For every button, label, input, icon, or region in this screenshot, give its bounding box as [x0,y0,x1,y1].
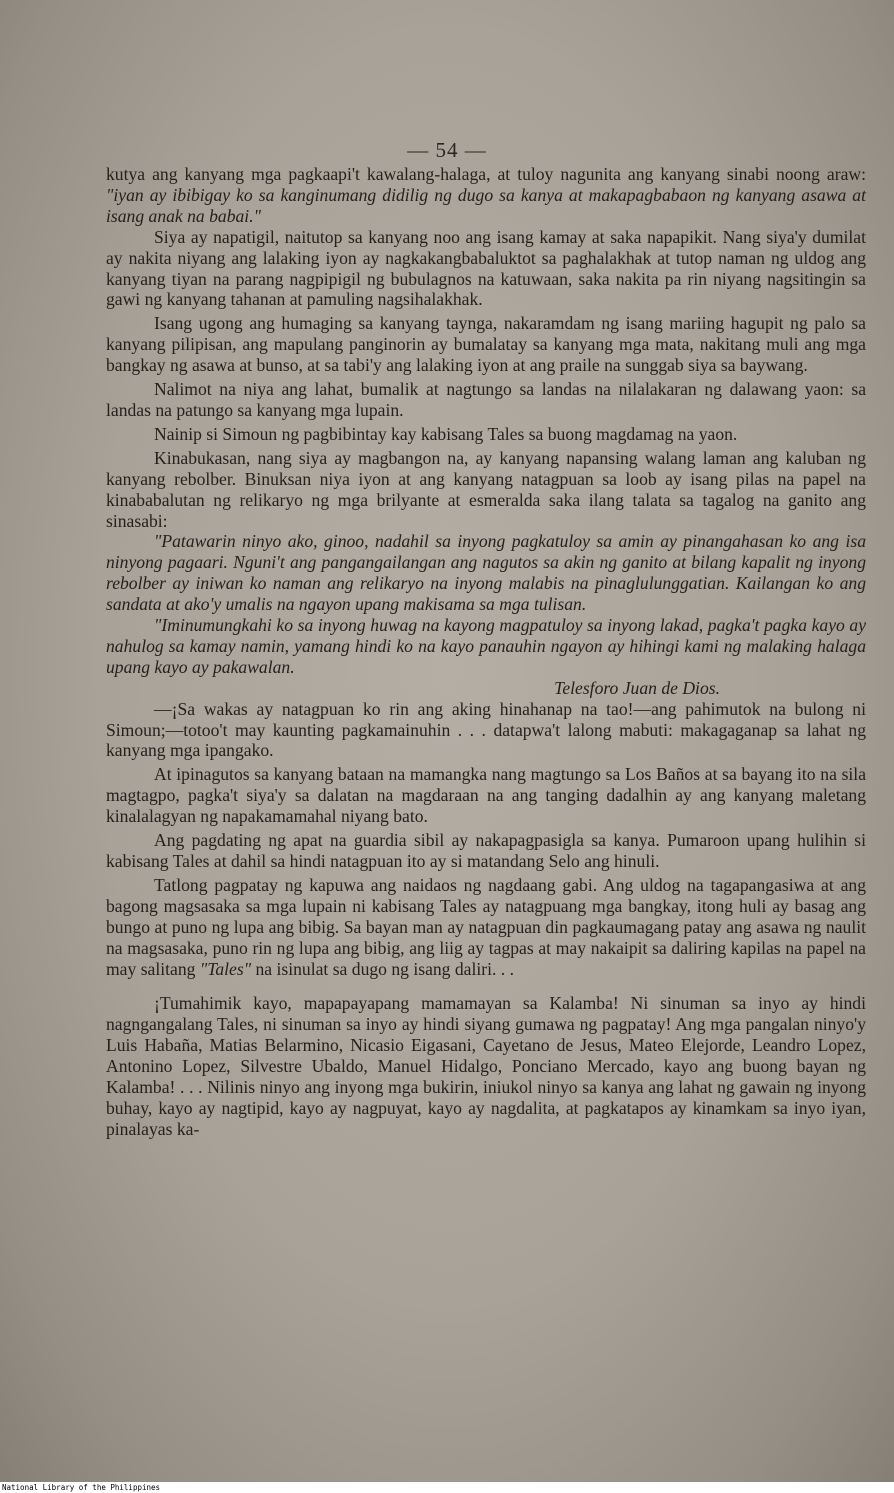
paragraph-text: kutya ang kanyang mga pagkaapi't kawalang-halaga, at tuloy nagunita ang kanyang sinabi noong araw: [106,164,866,184]
letter-paragraph-2 [106,615,866,678]
quoted-text: "Tales" [199,958,252,979]
letter-text: "Iminumungkahi ko sa inyong huwag na kayong magpatuloy sa inyong lakad, pagka't pagka kayo ay nahulog sa kamay namin, yamang hindi ko na kayo panauhin ngayon ay hihingi kami ng malaking halaga upang kayo ay pakawalan. [106,615,866,677]
paragraph-6: Kinabukasan, nang siya ay magbangon na, ay kanyang napansing walang laman ang kaluban ng kanyang rebolber. Binuksan niya iyon at ang kanyang natagpuan sa loob ay isang pilas na papel na kinababalutan ng relikaryo ng mga brilyante at esmeralda saka ilang talata sa tagalog na ganito ang sinasabi: [106,447,866,531]
library-credit: National Library of the Philippines [2,1483,161,1492]
page-number: — 54 — [407,138,487,162]
paragraph-text: Tatlong pagpatay ng kapuwa ang naidaos ng nagdaang gabi. Ang uldog na tagapangasiwa at ang bagong magsasaka sa mga lupain ni kabisang Tales ay natagpuang mga bangkay, itong huli ay basag ang bungo at puno ng lupa ang bibig. Sa bayan man ay natagpuan din pagkaumagang patay ang asawa ng naulit na magsasaka, puno rin ng lupa ang bibig, ang liig ay tagpas at may nakaipit sa daliring kapilas na papel na may salitang [106,874,866,979]
quoted-text: "iyan ay ibibigay ko sa kanginumang didilig ng dugo sa kanya at makapagbabaon ng kanyang asawa at isang anak na babai." [106,184,866,226]
paragraph-5: Nainip si Simoun ng pagbibintay kay kabisang Tales sa buong magdamag na yaon. [154,423,738,444]
paragraph-4: Nalimot na niya ang lahat, bumalik at nagtungo sa landas na nilalakaran ng dalawang yaon: sa landas na patungo sa kanyang mga lupain. [106,379,866,420]
paragraph-3: Isang ugong ang humaging sa kanyang taynga, nakaramdam ng isang mariing hagupit ng palo sa kanyang pilipisan, ang mapulang panginorin ay bumalatay sa kanyang mga mata, nakitang muli ang mga bangkay ng asawa at bunso, at sa tabi'y ang lalaking iyon at ang praile na sunggab siya sa baywang. [106,313,866,376]
body-text [106,164,866,1140]
paragraph-2: Siya ay napatigil, naitutop sa kanyang noo ang isang kamay at saka napapikit. Nang siya'y dumilat ay nakita niyang ang lalaking iyon ay nagkakangbabaluktot sa paghalakhak at tutop naman ng uldog ang kanyang tiyan na parang nagpipigil ng bubulagnos na katuwaan, saka nakita pa rin niyang nagsitingin sa gawi ng kanyang tahanan at pamuling nagsihalakhak. [106,226,866,310]
paragraph-text: na isinulat sa dugo ng isang daliri. . . [251,958,515,979]
footer-bar [0,1482,894,1493]
paragraph-10 [106,875,866,980]
paragraph-9: Ang pagdating ng apat na guardia sibil ay nakapagpasigla sa kanya. Pumaroon upang hulihin si kabisang Tales at dahil sa hindi natagpuan ito ay si matandang Selo ang hinuli. [106,830,866,871]
paragraph-1 [106,164,866,227]
letter-signature: Telesforo Juan de Dios. [554,677,720,698]
paragraph-11: ¡Tumahimik kayo, mapapayapang mamamayan sa Kalamba! Ni sinuman sa inyo ay hindi nagngangalang Tales, ni sinuman sa inyo ay hindi siyang gumawa ng pagpatay! Ang mga pangalan ninyo'y Luis Habaña, Matias Belarmino, Nicasio Eigasani, Cayetano de Jesus, Mateo Elejorde, Leandro Lopez, Antonino Lopez, Silvestre Ubaldo, Manuel Hidalgo, Ponciano Mercado, kayo ang buong bayan ng Kalamba! . . . Nilinis ninyo ang inyong mga bukirin, iniukol ninyo sa kanya ang lahat ng gawain ng inyong buhay, kayo ay nagtipid, kayo ay nagpuyat, kayo ay nagdalita, at pagkatapos ay kinamkam sa inyo iyan, pinalayas ka- [106,993,866,1139]
paragraph-7: —¡Sa wakas ay natagpuan ko rin ang aking hinahanap na tao!—ang pahimutok na bulong ni Simoun;—totoo't may kaunting pagkamainuhin . . . datapwa't lalong mabuti: makagaganap sa lahat ng kanyang mga ipangako. [106,698,866,761]
letter-text: "Patawarin ninyo ako, ginoo, nadahil sa inyong pagkatuloy sa amin ay pinangahasan ko ang isa ninyong pagaari. Nguni't ang pangangailangan ang nagutos sa akin ng ganito at bilang kapalit ng inyong rebolber ay iniwan ko naman ang relikaryo na inyong malabis na pinaglulunggatian. Kailangan ko ang sandata at ako'y umalis na ngayon upang makisama sa mga tulisan. [106,531,866,615]
paragraph-8: At ipinagutos sa kanyang bataan na mamangka nang magtungo sa Los Baños at sa bayang ito na sila magtagpo, pagka't siya'y sa dalatan na magdaraan na ang tanging dadalhin ay ang kanyang maletang kinalalagyan ng napakamamahal niyang bato. [106,764,866,827]
letter-paragraph-1 [106,531,866,615]
